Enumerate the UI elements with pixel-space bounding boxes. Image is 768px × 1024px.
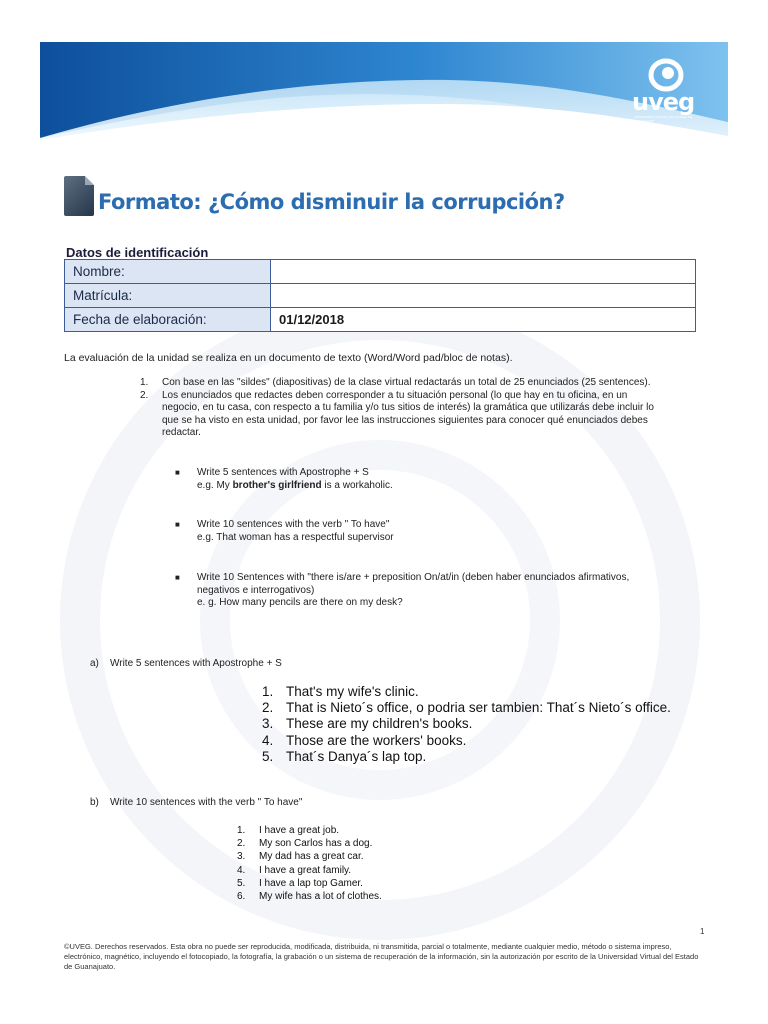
table-row <box>65 308 696 332</box>
identification-table <box>64 259 696 332</box>
name-label: Nombre: <box>65 260 271 284</box>
item-text: Los enunciados que redactes deben corresponder a tu situación personal (lo que hay en tu oficina, en un negocio, en tu casa, con respecto a tu familia y/o tus sitios de interés) la gramática que utilizarás debe incluir lo que se ha visto en esta unidad, por favor lee las instrucciones siguientes para conocer qué enunciados debes redactar. <box>162 389 654 438</box>
example-suffix: is a workaholic. <box>321 479 393 491</box>
item-number: 3. <box>262 716 274 732</box>
item-text: My dad has a great car. <box>259 851 364 863</box>
bullet-line: Write 5 sentences with Apostrophe + S <box>197 467 369 478</box>
identification-heading: Datos de identificación <box>66 245 209 260</box>
item-number: 5. <box>237 877 246 889</box>
item-text: I have a great job. <box>259 825 340 836</box>
matricula-field[interactable] <box>271 284 696 308</box>
item-number: 3. <box>237 851 246 863</box>
bullet-icon: ■ <box>175 573 180 582</box>
item-text: That is Nieto´s office, o podria ser tambien: That´s Nieto´s office. <box>286 700 671 716</box>
item-text: Those are the workers' books. <box>286 732 467 748</box>
date-label: Fecha de elaboración: <box>65 308 271 332</box>
item-text: I have a lap top Gamer. <box>259 877 363 889</box>
list-item <box>262 716 671 732</box>
bullet-example: e.g. That woman has a respectful supervisor <box>197 531 394 543</box>
bullet-text <box>197 572 645 610</box>
list-item <box>237 850 382 863</box>
item-number: 1. <box>140 377 149 388</box>
header-banner <box>40 42 728 140</box>
table-row <box>65 260 696 284</box>
uveg-logo <box>628 58 708 128</box>
bullet-text <box>197 467 645 492</box>
item-text: Con base en las "sildes" (diapositivas) de la clase virtual redactarás un total de 25 enunciados (25 sentences). <box>162 377 651 388</box>
list-item <box>262 700 671 716</box>
item-number: 6. <box>237 891 246 903</box>
item-text: That's my wife's clinic. <box>286 684 419 699</box>
section-letter: a) <box>90 658 99 669</box>
logo-swirl-icon <box>646 58 686 92</box>
item-text: I have a great family. <box>259 864 352 876</box>
name-field[interactable] <box>271 260 696 284</box>
item-text: These are my children's books. <box>286 716 473 732</box>
item-number: 2. <box>262 700 274 716</box>
instructions-list <box>140 377 660 440</box>
title-row <box>64 176 724 226</box>
bullet-line: Write 10 Sentences with "there is/are + preposition On/at/in (deben haber enunciados afirmativos, negativos e interrogativos) <box>197 572 630 596</box>
bullet-line: Write 10 sentences with the verb " To have" <box>197 519 390 530</box>
list-item <box>237 824 382 837</box>
list-item <box>237 877 382 890</box>
item-number: 4. <box>262 732 274 748</box>
item-number: 4. <box>237 864 246 876</box>
logo-subtext: UNIVERSIDAD VIRTUAL DEL ESTADO DE GUANAJUATO <box>634 115 693 123</box>
logo-wordmark: uveg <box>632 88 695 116</box>
item-number: 2. <box>237 838 246 850</box>
list-item <box>140 390 660 440</box>
section-text: Write 5 sentences with Apostrophe + S <box>110 658 282 669</box>
table-row <box>65 284 696 308</box>
list-item <box>262 684 671 700</box>
item-number: 1. <box>262 684 274 699</box>
bullet-text <box>197 519 645 544</box>
list-item <box>262 733 671 749</box>
document-icon <box>64 176 94 216</box>
list-item <box>237 837 382 850</box>
matricula-label: Matrícula: <box>65 284 271 308</box>
item-text: My son Carlos has a dog. <box>259 838 373 850</box>
item-number: 5. <box>262 748 274 764</box>
item-text: That´s Danya´s lap top. <box>286 748 427 764</box>
copyright-footer: ©UVEG. Derechos reservados. Esta obra no puede ser reproducida, modificada, distribuida, ni transmitida, parcial o totalmente, mediante cualquier medio, método o sistema impreso, electrónico, magnético, incluyendo el fotocopiado, la fotografía, la grabación o un sistema de recuperación de la información, sin la autorización por escrito de la Universidad Virtual del Estado de Guanajuato. <box>64 942 699 971</box>
intro-text: La evaluación de la unidad se realiza en un documento de texto (Word/Word pad/bloc de notas). <box>64 352 513 364</box>
section-b-answers <box>237 824 382 903</box>
list-item <box>237 890 382 903</box>
item-number: 2. <box>140 389 149 401</box>
example-bold: brother's girlfriend <box>232 479 322 491</box>
bullet-example <box>197 480 645 493</box>
section-a-answers <box>262 684 671 765</box>
bullet-icon: ■ <box>175 520 180 529</box>
date-field[interactable]: 01/12/2018 <box>271 308 696 332</box>
section-text: Write 10 sentences with the verb " To have" <box>110 797 303 808</box>
page-number: 1 <box>700 927 705 936</box>
page-title: Formato: ¿Cómo disminuir la corrupción? <box>98 190 565 214</box>
example-prefix: e.g. My <box>197 479 233 491</box>
item-number: 1. <box>237 825 246 836</box>
list-item <box>237 864 382 877</box>
list-item <box>262 749 671 765</box>
section-letter: b) <box>90 797 99 808</box>
item-text: My wife has a lot of clothes. <box>259 891 382 903</box>
bullet-icon: ■ <box>175 468 180 477</box>
bullet-example: e. g. How many pencils are there on my desk? <box>197 597 403 608</box>
list-item <box>140 377 660 390</box>
